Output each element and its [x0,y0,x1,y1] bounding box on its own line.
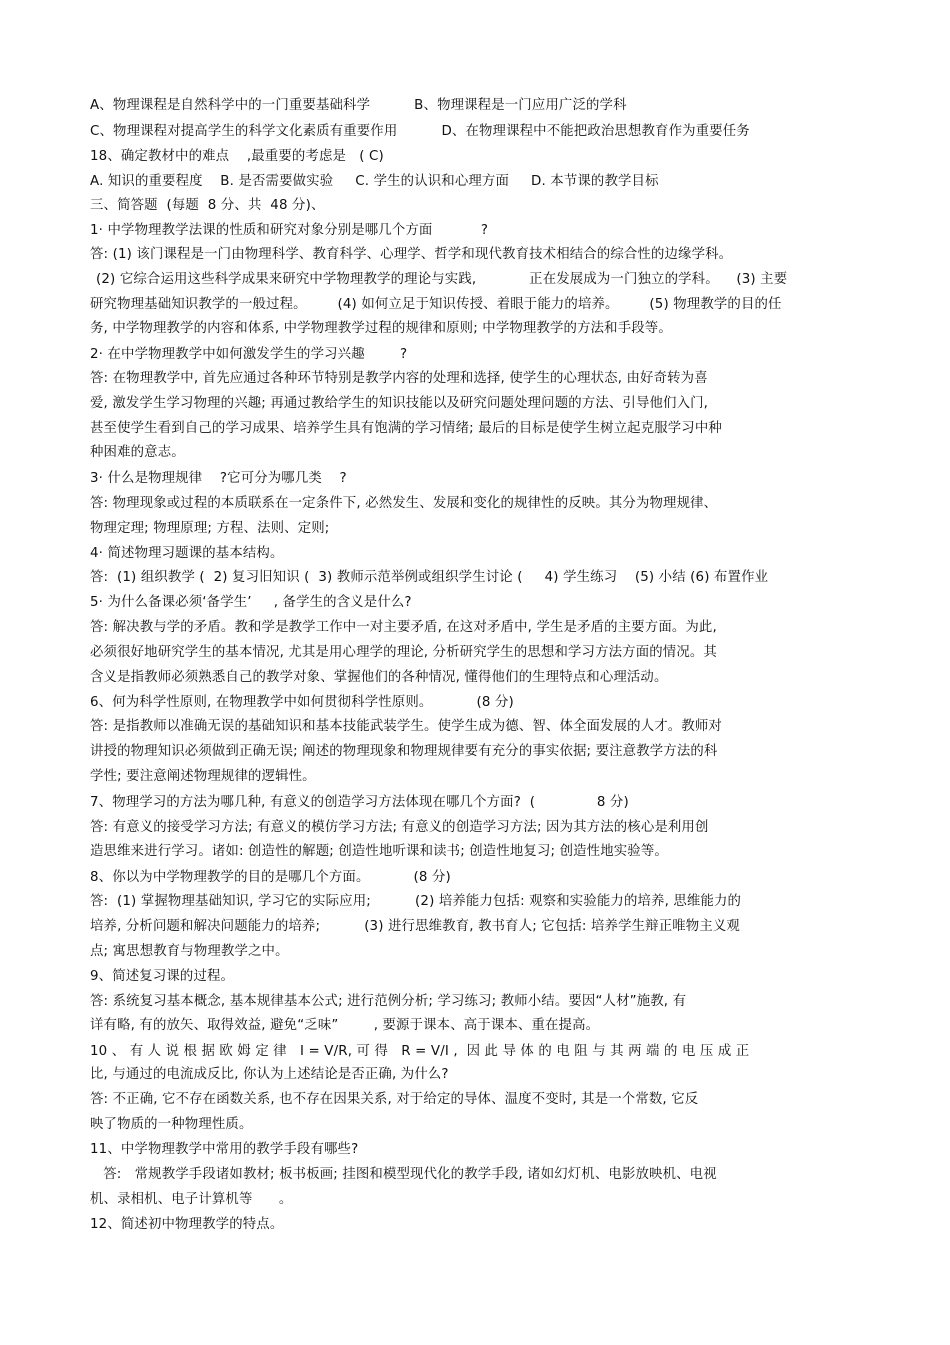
question-4: 4· 简述物理习题课的基本结构。 [90,546,284,561]
answer-8-line-1: 答: (1) 掌握物理基础知识, 学习它的实际应用; (2) 培养能力包括: 观察和实验能力的培养, 思维能力的 [90,894,742,909]
answer-8-line-2: 培养, 分析问题和解决问题能力的培养; (3) 进行思维教育, 教书育人; 它包括: 培养学生辩正唯物主义观 [90,919,740,934]
answer-9-line-1: 答: 系统复习基本概念, 基本规律基本公式; 进行范例分析; 学习练习; 教师小结。要因“人材”施教, 有 [90,994,687,1009]
answer-2-line-1: 答: 在物理教学中, 首先应通过各种环节特别是教学内容的处理和选择, 使学生的心理状态, 由好奇转为喜 [90,371,708,386]
answer-3-line-2: 物理定理; 物理原理; 方程、法则、定则; [90,521,330,536]
answer-1-line-4: 务, 中学物理教学的内容和体系, 中学物理教学过程的规律和原则; 中学物理教学的方法和手段等。 [90,321,672,336]
answer-7-line-1: 答: 有意义的接受学习方法; 有意义的模仿学习方法; 有意义的创造学习方法; 因为其方法的核心是利用创 [90,820,709,835]
section-heading: 三、简答题 (每题 8 分、共 48 分)、 [90,198,325,213]
answer-1-line-2: (2) 它综合运用这些科学成果来研究中学物理教学的理论与实践, 正在发展成为一门独立的学科。 (3) 主要 [96,272,788,287]
answer-10-line-1: 答: 不正确, 它不存在函数关系, 也不存在因果关系, 对于给定的导体、温度不变时, 其是一个常数, 它反 [90,1092,699,1107]
question-18: 18、确定教材中的难点 ,最重要的考虑是 ( C) [90,149,384,164]
answer-8-line-3: 点; 寓思想教育与物理教学之中。 [90,944,289,959]
answer-10-line-2: 映了物质的一种物理性质。 [90,1117,253,1132]
question-5: 5· 为什么备课必须‘备学生’ , 备学生的含义是什么? [90,595,412,610]
answer-7-line-2: 造思维来进行学习。诸如: 创造性的解题; 创造性地听课和读书; 创造性地复习; 创造性地实验等。 [90,844,668,859]
answer-6-line-2: 讲授的物理知识必须做到正确无误; 阐述的物理现象和物理规律要有充分的事实依据; 要注意教学方法的科 [90,744,718,759]
answer-9-line-2: 详有略, 有的放矢、取得效益, 避免“乏味” , 要源于课本、高于课本、重在提高。 [90,1018,600,1033]
answer-11-line-2: 机、录相机、电子计算机等 。 [90,1192,293,1207]
question-7: 7、物理学习的方法为哪几种, 有意义的创造学习方法体现在哪几个方面? ( 8 分) [90,795,629,810]
answer-1-line-3: 研究物理基础知识教学的一般过程。 (4) 如何立足于知识传授、着眼于能力的培养。 (5) 物理教学的目的任 [90,297,782,312]
question-1: 1· 中学物理教学法课的性质和研究对象分别是哪几个方面 ? [90,223,489,238]
answer-5-line-2: 必须很好地研究学生的基本情况, 尤其是用心理学的理论, 分析研究学生的思想和学习方法方面的情况。其 [90,645,717,660]
answer-6-line-3: 学性; 要注意阐述物理规律的逻辑性。 [90,769,316,784]
option-line-c-d: C、物理课程对提高学生的科学文化素质有重要作用 D、在物理课程中不能把政治思想教育作为重要任务 [90,124,750,139]
answer-2-line-4: 种困难的意志。 [90,445,185,460]
answer-2-line-2: 爱, 激发学生学习物理的兴趣; 再通过教给学生的知识技能以及研究问题处理问题的方法、引导他们入门, [90,396,709,411]
answer-4: 答: (1) 组织教学 ( 2) 复习旧知识 ( 3) 教师示范举例或组织学生讨论 ( 4) 学生练习 (5) 小结 (6) 布置作业 [90,570,769,585]
question-10-line-2: 比, 与通过的电流成反比, 你认为上述结论是否正确, 为什么? [90,1067,449,1082]
question-3: 3· 什么是物理规律 ?它可分为哪几类 ? [90,471,347,486]
question-12: 12、简述初中物理教学的特点。 [90,1217,284,1232]
question-8: 8、你以为中学物理教学的目的是哪几个方面。 (8 分) [90,870,451,885]
question-11: 11、中学物理教学中常用的教学手段有哪些? [90,1142,359,1157]
option-line-a-b: A、物理课程是自然科学中的一门重要基础科学 B、物理课程是一门应用广泛的学科 [90,98,627,113]
answer-2-line-3: 甚至使学生看到自己的学习成果、培养学生具有饱满的学习情绪; 最后的目标是使学生树立起克服学习中种 [90,421,722,436]
question-18-options: A. 知识的重要程度 B. 是否需要做实验 C. 学生的认识和心理方面 D. 本节课的教学目标 [90,174,659,189]
answer-6-line-1: 答: 是指教师以准确无误的基础知识和基本技能武装学生。使学生成为德、智、体全面发展的人才。教师对 [90,719,722,734]
answer-5-line-3: 含义是指教师必须熟悉自己的教学对象、掌握他们的各种情况, 懂得他们的生理特点和心理活动。 [90,670,668,685]
question-9: 9、简述复习课的过程。 [90,969,235,984]
answer-3-line-1: 答: 物理现象或过程的本质联系在一定条件下, 必然发生、发展和变化的规律性的反映。其分为物理规律、 [90,496,718,511]
question-10-line-1: 10 、 有 人 说 根 据 欧 姆 定 律 I = V/R, 可 得 R = V/I , 因 此 导 体 的 电 阻 与 其 两 端 的 电 压 成 正 [90,1044,750,1059]
answer-5-line-1: 答: 解决教与学的矛盾。教和学是教学工作中一对主要矛盾, 在这对矛盾中, 学生是矛盾的主要方面。为此, [90,620,717,635]
answer-11-line-1: 答: 常规教学手段诸如教材; 板书板画; 挂图和模型现代化的教学手段, 诸如幻灯机、电影放映机、电视 [90,1167,717,1182]
question-2: 2· 在中学物理教学中如何激发学生的学习兴趣 ? [90,347,408,362]
answer-1-line-1: 答: (1) 该门课程是一门由物理科学、教育科学、心理学、哲学和现代教育技术相结合的综合性的边缘学科。 [90,247,733,262]
question-6: 6、何为科学性原则, 在物理教学中如何贯彻科学性原则。 (8 分) [90,695,514,710]
